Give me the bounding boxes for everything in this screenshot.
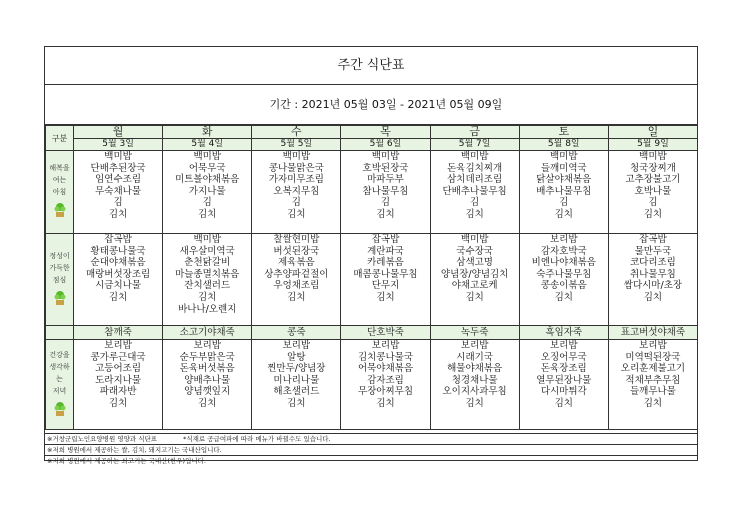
menu-item: 다시마튀각 bbox=[540, 386, 587, 398]
menu-item: 마늘종멸치볶음 bbox=[175, 268, 240, 280]
menu-cell bbox=[163, 340, 252, 430]
menu-cell bbox=[74, 234, 163, 326]
date-thu: 5월 6일 bbox=[341, 139, 430, 151]
menu-cell bbox=[341, 234, 430, 326]
period-text: 기간 : 2021년 05월 03일 - 2021년 05월 09일 bbox=[269, 98, 503, 111]
menu-item: 새우살미역국 bbox=[179, 245, 235, 257]
menu-item: 돈육김치찌개 bbox=[447, 162, 503, 174]
menu-item: 백미밥 bbox=[460, 234, 489, 245]
menu-item: 가자미무조림 bbox=[268, 174, 324, 186]
menu-item: 순두부맑은국 bbox=[179, 351, 235, 363]
menu-item: 김치 bbox=[287, 291, 306, 303]
menu-item: 김 bbox=[470, 197, 480, 209]
menu-item: 오리훈제불고기 bbox=[620, 363, 686, 375]
menu-item: 매콤콩나물무침 bbox=[353, 268, 418, 280]
menu-item: 돈육버섯볶음 bbox=[179, 363, 235, 375]
day-tue: 화 bbox=[163, 126, 252, 139]
menu-item: 백미밥 bbox=[550, 151, 578, 162]
note-line bbox=[45, 455, 697, 466]
note-text: *식재료 공급여파에 따라 메뉴가 바뀔수도 있습니다. bbox=[183, 435, 331, 443]
menu-item: 가지나물 bbox=[188, 185, 226, 197]
menu-item: 김치 bbox=[198, 291, 217, 303]
menu-item: 단배추나물무침 bbox=[442, 185, 507, 197]
menu-item: 코다리조림 bbox=[629, 257, 676, 269]
menu-item: 보리밥 bbox=[550, 340, 578, 351]
menu-item: 춘천닭갈비 bbox=[184, 257, 231, 269]
menu-item: 고등어조림 bbox=[95, 363, 142, 375]
note-text: ※거창군립노인요양병원 영양과 식단표 bbox=[47, 435, 158, 443]
menu-item: 순대야채볶음 bbox=[90, 257, 146, 269]
menu-item: 시금치나물 bbox=[95, 280, 142, 292]
menu-item: 쌈다시마/초장 bbox=[623, 280, 683, 292]
menu-cell bbox=[252, 340, 341, 430]
menu-item: 백미밥 bbox=[639, 151, 667, 162]
menu-item: 김치 bbox=[376, 208, 395, 220]
menu-item: 김치 bbox=[108, 208, 128, 220]
menu-cell bbox=[430, 340, 519, 430]
date-sun: 5월 9일 bbox=[608, 139, 697, 151]
menu-item: 김치 bbox=[198, 208, 217, 220]
menu-item: 어묵무국 bbox=[188, 162, 226, 174]
porridge-item: 녹두죽 bbox=[430, 326, 519, 340]
menu-item: 도라지나물 bbox=[95, 374, 142, 386]
menu-item: 김치 bbox=[287, 208, 306, 220]
menu-item: 김치 bbox=[554, 397, 573, 409]
menu-item: 배추나물무침 bbox=[536, 185, 592, 197]
menu-cell bbox=[163, 151, 252, 234]
menu-item: 들깨미역국 bbox=[540, 162, 587, 174]
menu-item: 찰쌀현미밥 bbox=[273, 234, 320, 245]
menu-item: 김치 bbox=[554, 208, 573, 220]
menu-item: 호박된장국 bbox=[362, 162, 409, 174]
dinner-row bbox=[46, 340, 698, 430]
menu-item: 백미밥 bbox=[371, 151, 400, 162]
menu-item: 김 bbox=[291, 197, 301, 209]
menu-item: 양념깻잎지 bbox=[184, 386, 231, 398]
menu-item: 김 bbox=[113, 197, 123, 209]
menu-item: 마파두부 bbox=[367, 174, 404, 186]
menu-item: 계란파국 bbox=[367, 245, 404, 257]
meal-label-lunch: 정성이 가득한 점심 bbox=[46, 234, 74, 326]
menu-item: 돈육장조림 bbox=[540, 363, 587, 375]
menu-item: 잡곡밥 bbox=[371, 234, 400, 245]
menu-item: 김치 bbox=[287, 397, 306, 409]
menu-cell bbox=[430, 234, 519, 326]
porridge-item: 소고기야채죽 bbox=[163, 326, 252, 340]
meal-label-dinner: 건강을 생각하는 저녁 bbox=[46, 340, 74, 430]
menu-item: 미역떡된장국 bbox=[625, 351, 681, 363]
menu-item: 닭살야채볶음 bbox=[536, 174, 592, 186]
day-mon: 월 bbox=[74, 126, 163, 139]
porridge-item: 콩죽 bbox=[252, 326, 341, 340]
menu-item: 숙주나물무침 bbox=[536, 268, 592, 280]
menu-item: 콩송이볶음 bbox=[540, 280, 587, 292]
menu-item: 백미밥 bbox=[193, 234, 221, 245]
menu-cell bbox=[252, 234, 341, 326]
menu-item: 백미밥 bbox=[282, 151, 311, 162]
date-sat: 5월 8일 bbox=[519, 139, 608, 151]
note-text: ※저희 병원에서 제공하는 쇠고기는 국내산(한우)입니다. bbox=[47, 457, 206, 465]
menu-item: 호박나물 bbox=[634, 185, 672, 197]
menu-item: 김치 bbox=[108, 397, 128, 409]
menu-item: 물만두국 bbox=[634, 245, 672, 257]
menu-item: 상추양파겉절이 bbox=[264, 268, 329, 280]
menu-cell bbox=[608, 234, 697, 326]
day-sun: 일 bbox=[608, 126, 697, 139]
day-fri: 금 bbox=[430, 126, 519, 139]
lunch-row bbox=[46, 234, 698, 326]
page-title: 주간 식단표 bbox=[337, 58, 405, 73]
menu-item: 오징어무국 bbox=[540, 351, 587, 363]
menu-table bbox=[45, 125, 698, 430]
menu-item: 버섯된장국 bbox=[273, 245, 320, 257]
menu-item: 제육볶음 bbox=[277, 257, 315, 269]
porridge-item: 단호박죽 bbox=[341, 326, 430, 340]
day-thu: 목 bbox=[341, 126, 430, 139]
menu-item: 김치 bbox=[643, 208, 663, 220]
menu-item: 고추장불고기 bbox=[625, 174, 681, 186]
potted-plant-icon bbox=[53, 401, 67, 417]
menu-item: 콩가루근대국 bbox=[90, 351, 146, 363]
menu-item: 김 bbox=[380, 197, 391, 209]
menu-item: 김치 bbox=[108, 291, 128, 303]
menu-cell bbox=[163, 234, 252, 326]
notes bbox=[45, 433, 697, 466]
menu-item: 청국장찌개 bbox=[629, 162, 676, 174]
menu-item: 잡곡밥 bbox=[639, 234, 667, 245]
menu-item: 보리밥 bbox=[104, 340, 132, 351]
potted-plant-icon bbox=[53, 290, 67, 306]
porridge-item: 흑임자죽 bbox=[519, 326, 608, 340]
menu-item: 보리밥 bbox=[371, 340, 400, 351]
menu-item: 김치 bbox=[465, 208, 484, 220]
menu-item: 김치 bbox=[376, 291, 395, 303]
menu-item: 보리밥 bbox=[282, 340, 311, 351]
menu-cell bbox=[74, 151, 163, 234]
menu-item: 김치 bbox=[376, 397, 395, 409]
menu-item: 김치 bbox=[643, 291, 663, 303]
menu-item: 감자호박국 bbox=[540, 245, 587, 257]
menu-item: 김 bbox=[648, 197, 658, 209]
day-wed: 수 bbox=[252, 126, 341, 139]
menu-item: 김치 bbox=[465, 397, 484, 409]
menu-item: 양배추나물 bbox=[184, 374, 231, 386]
menu-item: 어묵야채볶음 bbox=[357, 363, 414, 375]
menu-item: 무숙채나물 bbox=[95, 185, 142, 197]
menu-item: 파래자반 bbox=[99, 386, 137, 398]
menu-item: 국수장국 bbox=[456, 245, 493, 257]
menu-item: 단배추된장국 bbox=[90, 162, 146, 174]
date-fri: 5월 7일 bbox=[430, 139, 519, 151]
menu-item: 들깨무나물 bbox=[629, 386, 676, 398]
meal-label-breakfast: 해복을 여는 아침 bbox=[46, 151, 74, 234]
menu-item: 삼치데리조림 bbox=[447, 174, 503, 186]
menu-item: 김 bbox=[559, 197, 569, 209]
menu-item: 잔치샐러드 bbox=[184, 280, 231, 292]
menu-item: 김치콩나물국 bbox=[357, 351, 414, 363]
date-row bbox=[46, 139, 698, 151]
period-row bbox=[45, 85, 697, 125]
day-header-row bbox=[46, 126, 698, 139]
menu-item: 적채부추무침 bbox=[625, 374, 681, 386]
menu-item: 바나나/오렌지 bbox=[178, 303, 237, 315]
menu-item: 비엔나야채볶음 bbox=[531, 257, 596, 269]
breakfast-row bbox=[46, 151, 698, 234]
porridge-item: 참깨죽 bbox=[74, 326, 163, 340]
menu-item: 김치 bbox=[198, 397, 217, 409]
note-line bbox=[45, 433, 697, 444]
menu-item: 잡곡밥 bbox=[104, 234, 132, 245]
menu-item: 해물야채볶음 bbox=[447, 363, 503, 375]
menu-cell bbox=[519, 340, 608, 430]
menu-item: 찐만두/양념장 bbox=[267, 363, 326, 375]
menu-item: 야채고로케 bbox=[451, 280, 498, 292]
menu-item: 백미밥 bbox=[104, 151, 132, 162]
title-row bbox=[45, 47, 697, 85]
menu-item: 콩나물맑은국 bbox=[268, 162, 324, 174]
menu-item: 알탕 bbox=[287, 351, 306, 363]
menu-cell bbox=[519, 234, 608, 326]
menu-item: 백미밥 bbox=[193, 151, 221, 162]
menu-item: 무장아찌무침 bbox=[357, 386, 414, 398]
menu-cell bbox=[608, 151, 697, 234]
note-line bbox=[45, 444, 697, 455]
menu-item: 보리밥 bbox=[639, 340, 667, 351]
date-mon: 5월 3일 bbox=[74, 139, 163, 151]
porridge-item: 표고버섯야채죽 bbox=[608, 326, 697, 340]
menu-cell bbox=[252, 151, 341, 234]
menu-cell bbox=[519, 151, 608, 234]
menu-item: 보리밥 bbox=[193, 340, 221, 351]
menu-item: 열무된장나물 bbox=[536, 374, 592, 386]
menu-item: 매랑버섯장조림 bbox=[85, 268, 151, 280]
menu-item: 참나물무침 bbox=[362, 185, 409, 197]
menu-item: 보리밥 bbox=[550, 234, 578, 245]
menu-item: 백미밥 bbox=[460, 151, 489, 162]
menu-item: 취나물무침 bbox=[629, 268, 676, 280]
gubun-label: 구분 bbox=[46, 126, 74, 151]
menu-item: 미나리나물 bbox=[273, 374, 320, 386]
menu-item: 보리밥 bbox=[460, 340, 489, 351]
menu-item: 카레볶음 bbox=[367, 257, 404, 269]
day-sat: 토 bbox=[519, 126, 608, 139]
menu-item: 청경채나물 bbox=[451, 374, 498, 386]
menu-item: 오복지무침 bbox=[273, 185, 320, 197]
menu-item: 단무지 bbox=[371, 280, 400, 292]
menu-item: 우엉채조림 bbox=[273, 280, 320, 292]
menu-item: 황태콩나물국 bbox=[90, 245, 146, 257]
potted-plant-icon bbox=[53, 202, 67, 218]
porridge-row bbox=[46, 326, 698, 340]
menu-cell bbox=[74, 340, 163, 430]
menu-item: 삼색고명 bbox=[456, 257, 493, 269]
menu-item: 김 bbox=[202, 197, 212, 209]
menu-sheet bbox=[44, 46, 698, 465]
menu-item: 해초샐러드 bbox=[273, 386, 320, 398]
porridge-label-cell bbox=[46, 326, 74, 340]
menu-item: 김치 bbox=[554, 291, 573, 303]
menu-item: 김치 bbox=[465, 291, 484, 303]
menu-cell bbox=[341, 151, 430, 234]
menu-item: 시래기국 bbox=[456, 351, 493, 363]
menu-cell bbox=[341, 340, 430, 430]
menu-cell bbox=[430, 151, 519, 234]
menu-item: 양념장/양념김치 bbox=[440, 268, 509, 280]
menu-item: 미트볼야채볶음 bbox=[175, 174, 240, 186]
date-tue: 5월 4일 bbox=[163, 139, 252, 151]
menu-item: 감자조림 bbox=[367, 374, 404, 386]
menu-item: 임연수조림 bbox=[95, 174, 142, 186]
date-wed: 5월 5일 bbox=[252, 139, 341, 151]
menu-item: 오이지사과무침 bbox=[442, 386, 507, 398]
note-text: ※저희 병원에서 제공하는 쌀, 김치, 돼지고기는 국내산입니다. bbox=[47, 446, 222, 454]
menu-cell bbox=[608, 340, 697, 430]
menu-item: 김치 bbox=[643, 397, 663, 409]
